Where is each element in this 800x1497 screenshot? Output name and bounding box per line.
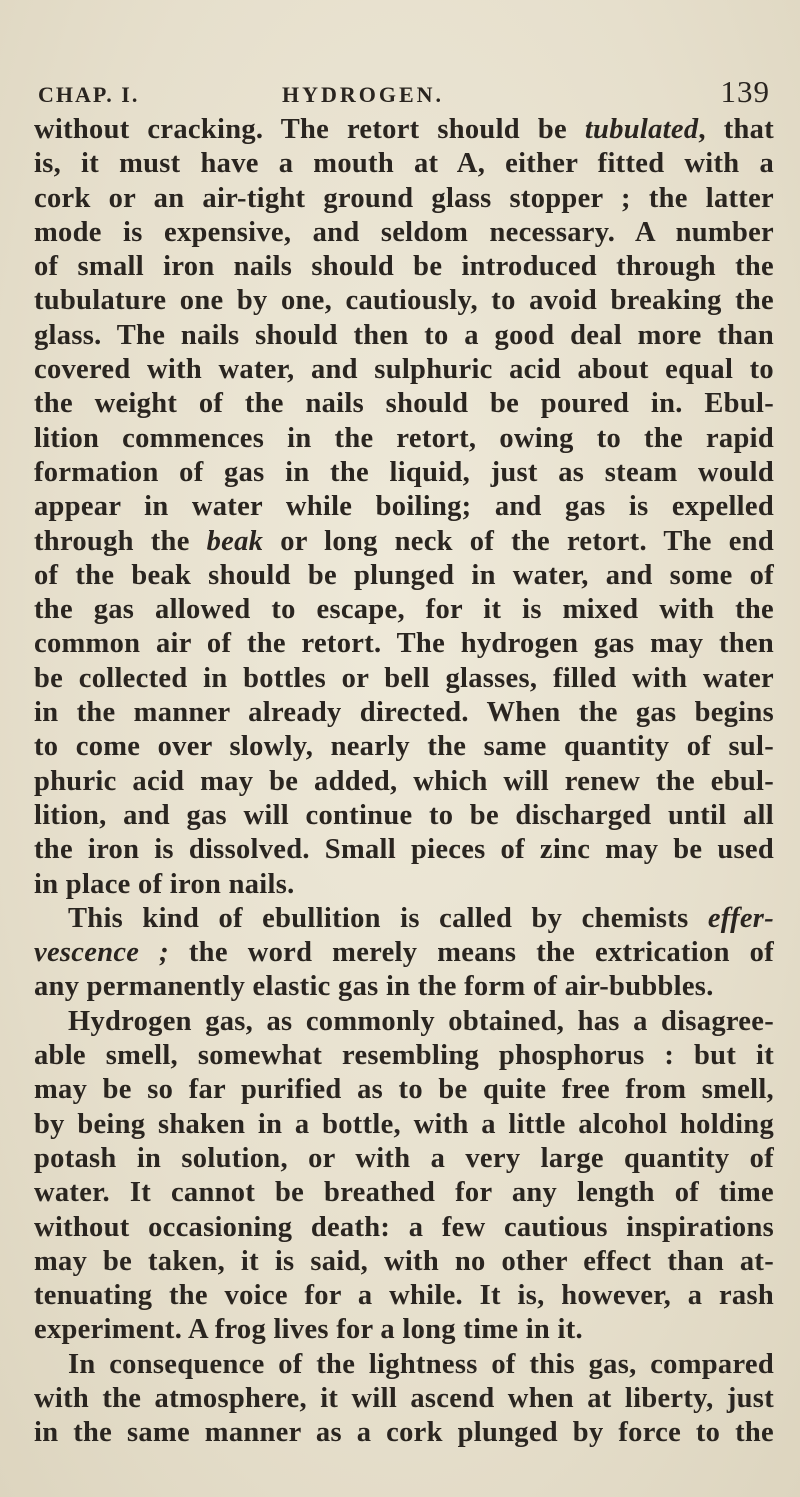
text-run: This kind of ebullition is called by chemists (68, 902, 708, 934)
text-run: of small iron nails should be introduced through the (34, 251, 774, 283)
text-run: the word merely means the extrication of (168, 937, 774, 969)
text-run: is, it must have a mouth at A, either fitted with a (34, 148, 774, 180)
text-line (34, 902, 774, 936)
text-run: in the same manner as a cork plunged by force to the (34, 1417, 774, 1449)
text-run: common air of the retort. The hydrogen gas may then (34, 628, 774, 660)
text-run: covered with water, and sulphuric acid about equal to (34, 354, 774, 386)
text-line (34, 1416, 774, 1450)
text-line (34, 1108, 774, 1142)
text-line (34, 1176, 774, 1210)
page-title: HYDROGEN. (282, 82, 445, 107)
text-line (34, 1348, 774, 1382)
text-run: to come over slowly, nearly the same quantity of sul- (34, 731, 774, 763)
text-run: Hydrogen gas, as commonly obtained, has a disagree- (68, 1005, 774, 1037)
text-run: mode is expensive, and seldom necessary. A number (34, 216, 774, 248)
italic-term: beak (206, 525, 264, 557)
page-number: 139 (720, 74, 770, 109)
text-line (34, 250, 774, 284)
text-run: experiment. A frog lives for a long time in it. (34, 1314, 583, 1346)
text-line (34, 490, 774, 524)
text-run: without occasioning death: a few cautious inspirations (34, 1211, 774, 1243)
text-line (34, 1211, 774, 1245)
text-line (34, 662, 774, 696)
text-run: appear in water while boiling; and gas is expelled (34, 491, 774, 523)
text-run: any permanently elastic gas in the form of air-bubbles. (34, 971, 714, 1003)
text-line (34, 1245, 774, 1279)
text-run: able smell, somewhat resembling phosphorus : but it (34, 1040, 774, 1072)
text-run: cork or an air-tight ground glass stopper ; the latter (34, 182, 774, 214)
text-line (34, 730, 774, 764)
text-run: through the (34, 525, 207, 557)
text-run: phuric acid may be added, which will renew the ebul- (34, 765, 774, 797)
text-line (34, 1279, 774, 1313)
text-line (34, 936, 774, 970)
italic-term: tubulated (584, 114, 699, 145)
text-run: tubulature one by one, cautiously, to avoid breaking the (34, 285, 774, 317)
text-line (34, 1073, 774, 1107)
text-run: glass. The nails should then to a good deal more than (34, 319, 774, 351)
text-line (34, 456, 774, 490)
text-line (34, 182, 774, 216)
text-run: the weight of the nails should be poured in. Ebul- (34, 388, 774, 420)
text-line (34, 113, 774, 147)
text-line (34, 422, 774, 456)
italic-term: effer- (707, 902, 774, 934)
running-head (34, 74, 770, 110)
text-line (34, 833, 774, 867)
text-run: lition, and gas will continue to be discharged until all (34, 799, 774, 831)
text-line (34, 1313, 774, 1347)
text-line (34, 525, 774, 559)
text-line (34, 868, 774, 902)
text-line (34, 1039, 774, 1073)
text-line (34, 627, 774, 661)
text-line (34, 593, 774, 627)
text-line (34, 1005, 774, 1039)
text-run: tenuating the voice for a while. It is, however, a rash (34, 1280, 774, 1312)
text-run: without cracking. The retort should be (34, 114, 585, 145)
text-line (34, 216, 774, 250)
text-run: , that (698, 114, 775, 145)
text-run: with the atmosphere, it will ascend when at liberty, just (34, 1382, 774, 1414)
text-run: or long neck of the retort. The end (263, 525, 774, 557)
text-run: the iron is dissolved. Small pieces of zinc may be used (34, 834, 774, 866)
italic-term: vescence ; (34, 937, 169, 969)
text-line (34, 559, 774, 593)
text-run: potash in solution, or with a very large quantity of (34, 1142, 774, 1174)
text-line (34, 284, 774, 318)
text-run: the gas allowed to escape, for it is mixed with the (34, 594, 774, 626)
text-line (34, 799, 774, 833)
text-line (34, 147, 774, 181)
text-run: be collected in bottles or bell glasses, filled with water (34, 662, 774, 694)
text-run: formation of gas in the liquid, just as steam would (34, 456, 774, 488)
text-run: by being shaken in a bottle, with a little alcohol holding (34, 1108, 774, 1140)
text-line (34, 353, 774, 387)
text-run: in place of iron nails. (34, 868, 295, 900)
text-run: may be so far purified as to be quite free from smell, (34, 1074, 774, 1106)
text-line (34, 319, 774, 353)
text-line (34, 970, 774, 1004)
text-run: in the manner already directed. When the gas begins (34, 697, 774, 729)
text-run: lition commences in the retort, owing to the rapid (34, 422, 774, 454)
text-line (34, 1142, 774, 1176)
text-line (34, 696, 774, 730)
text-run: In consequence of the lightness of this gas, compared (68, 1348, 774, 1380)
text-run: water. It cannot be breathed for any length of time (34, 1177, 774, 1209)
text-line (34, 765, 774, 799)
text-line (34, 1382, 774, 1416)
chapter-label: CHAP. I. (38, 82, 140, 107)
text-run: may be taken, it is said, with no other effect than at- (34, 1245, 774, 1277)
text-run: of the beak should be plunged in water, and some of (34, 559, 774, 591)
body-text (34, 113, 774, 1451)
text-line (34, 387, 774, 421)
